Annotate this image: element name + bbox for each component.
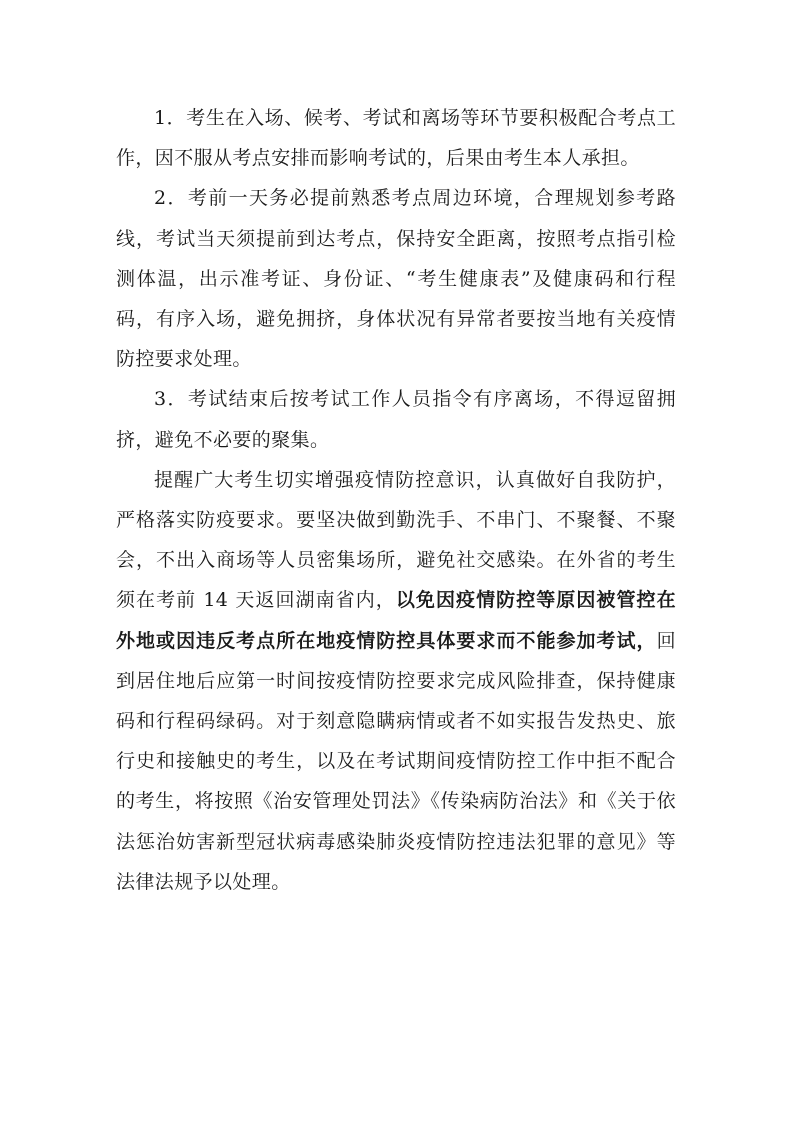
paragraph-4-emphasis: 以免因疫情防控等原因被管控在外地或因违反考点所在地疫情防控具体要求而不能参加考试， [116,589,676,652]
paragraph-2: 2．考前一天务必提前熟悉考点周边环境，合理规划参考路线，考试当天须提前到达考点，保持安全距离，按照考点指引检测体温，出示准考证、身份证、“考生健康表”及健康码和行程码，有序入场，避免拥挤，身体状况有异常者要按当地有关疫情防控要求处理。 [116,187,676,371]
document-body [116,98,676,902]
paragraph-4-rest: 回到居住地后应第一时间按疫情防控要求完成风险排查，保持健康码和行程码绿码。对于刻意隐瞒病情或者不如实报告发热史、旅行史和接触史的考生，以及在考试期间疫情防控工作中拒不配合的考生，将按照《治安管理处罚法》《传染病防治法》和《关于依法惩治妨害新型冠状病毒感染肺炎疫情防控违法犯罪的意见》等法律法规予以处理。 [116,629,676,893]
paragraph-4 [116,460,676,902]
paragraph-4-intro: 提醒广大考生切实增强疫情防控意识，认真做好自我防护，严格落实防疫要求。要坚决做到勤洗手、不串门、不聚餐、不聚会，不出入商场等人员密集场所，避免社交感染。在外省的考生须在考前 14 天返回湖南省内， [116,468,676,612]
paragraph-3: 3．考试结束后按考试工作人员指令有序离场，不得逗留拥挤，避免不必要的聚集。 [116,388,676,451]
paragraph-1: 1．考生在入场、候考、考试和离场等环节要积极配合考点工作，因不服从考点安排而影响考试的，后果由考生本人承担。 [116,107,676,170]
